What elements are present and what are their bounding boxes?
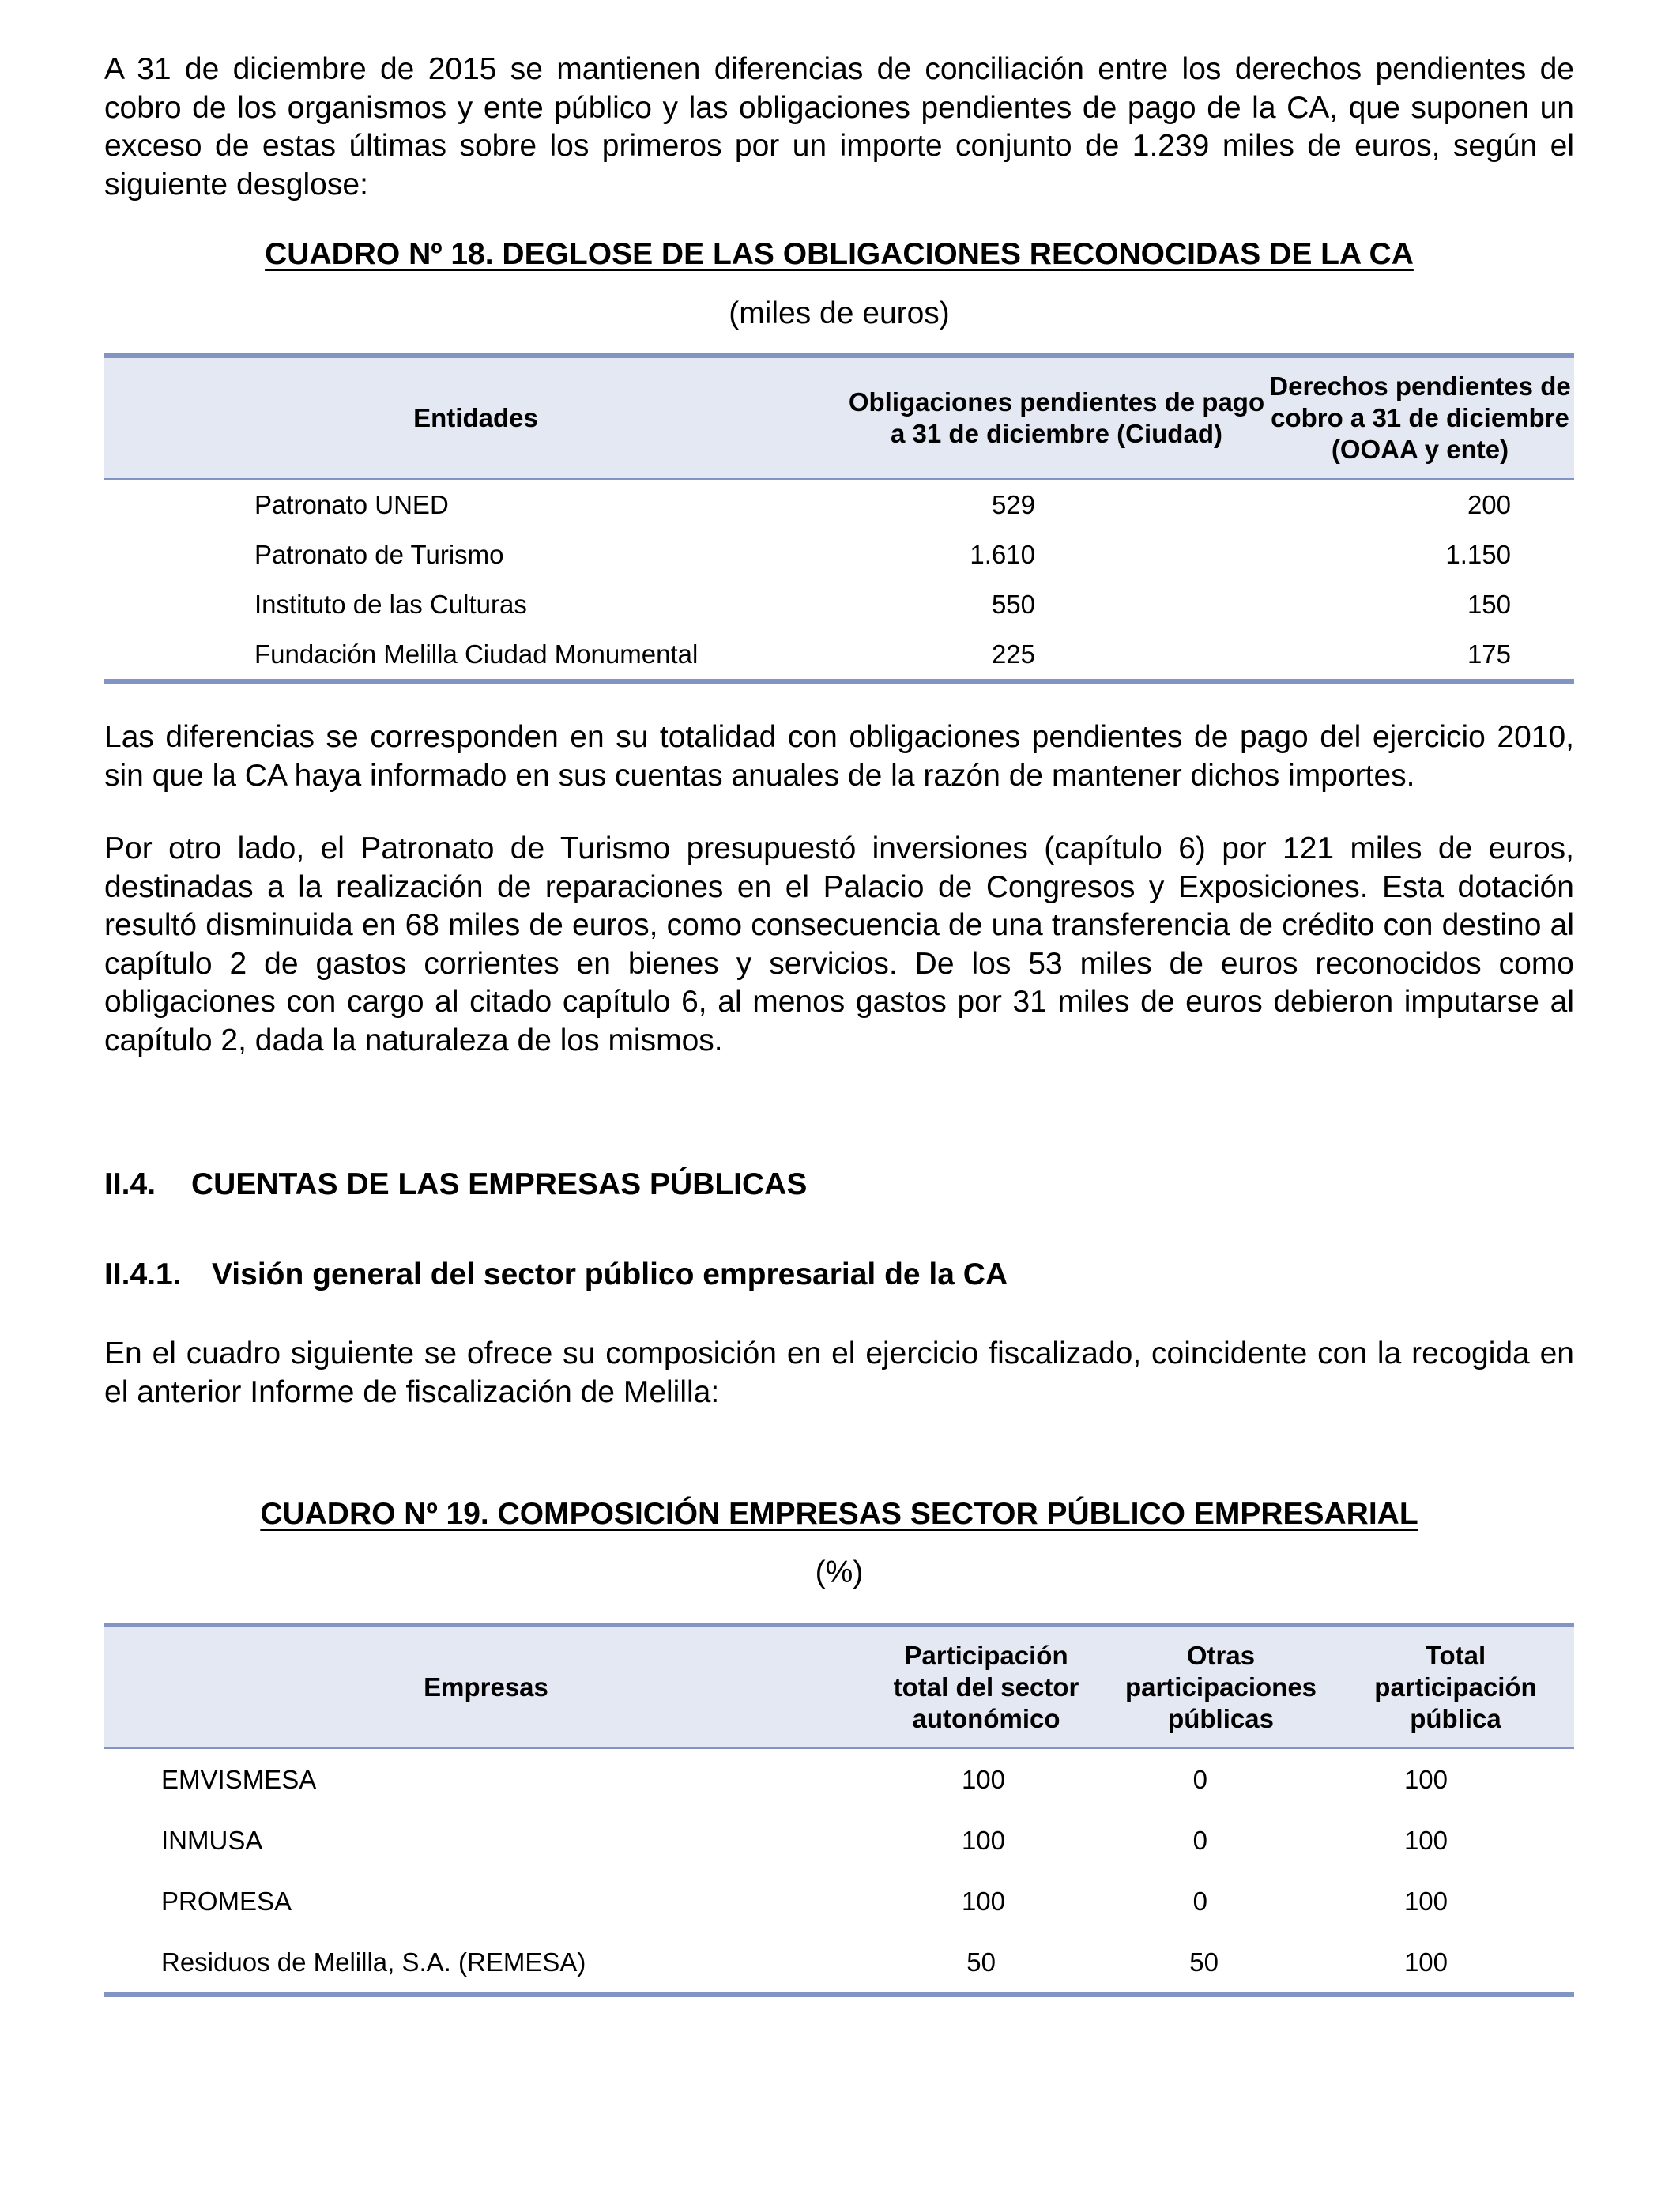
header-otras: Otras participaciones públicas xyxy=(1105,1625,1337,1748)
empresa-cell: PROMESA xyxy=(161,1886,292,1916)
total-cell: 100 xyxy=(1403,1825,1448,1855)
empresa-cell: Residuos de Melilla, S.A. (REMESA) xyxy=(104,1932,868,1995)
header-obligaciones: Obligaciones pendientes de pago a 31 de diciembre (Ciudad) xyxy=(847,356,1266,479)
header-total: Total participación pública xyxy=(1337,1625,1574,1748)
participacion-cell: 50 xyxy=(868,1932,1105,1995)
cuadro-19-table xyxy=(104,1623,1574,1997)
obligaciones-cell: 550 xyxy=(991,589,1035,619)
participacion-cell: 100 xyxy=(961,1886,1005,1916)
participacion-cell: 100 xyxy=(961,1825,1005,1855)
header-empresas: Empresas xyxy=(104,1625,868,1748)
cuadro-18-units: (miles de euros) xyxy=(729,296,950,330)
total-cell: 100 xyxy=(1337,1932,1574,1995)
empresa-cell: EMVISMESA xyxy=(161,1764,317,1794)
derechos-cell: 200 xyxy=(1467,489,1511,519)
otras-cell: 0 xyxy=(1192,1886,1207,1916)
otras-cell: 0 xyxy=(1192,1825,1207,1855)
table-row xyxy=(104,1932,1574,1995)
derechos-cell: 1.150 xyxy=(1445,539,1511,569)
diferencias-paragraph: Las diferencias se corresponden en su totalidad con obligaciones pendientes de pago del ejercicio 2010, sin que la CA haya informado en sus cuentas anuales de la razón de mantener dichos importes. xyxy=(104,720,1574,793)
obligaciones-cell: 225 xyxy=(847,629,1266,681)
total-cell: 100 xyxy=(1403,1764,1448,1794)
section-ii41-number: II.4.1. xyxy=(104,1257,182,1291)
composicion-paragraph: En el cuadro siguiente se ofrece su composición en el ejercicio fiscalizado, coincidente con la recogida en el anterior Informe de fiscalización de Melilla: xyxy=(104,1336,1574,1409)
table-row xyxy=(104,1748,1574,1810)
section-ii41-heading xyxy=(104,1256,1574,1294)
derechos-cell: 150 xyxy=(1467,589,1511,619)
table-row xyxy=(104,1871,1574,1932)
header-entidades: Entidades xyxy=(104,356,847,479)
cuadro-18-title: CUADRO Nº 18. DEGLOSE DE LAS OBLIGACIONES RECONOCIDAS DE LA CA xyxy=(265,237,1414,271)
section-ii41-title: Visión general del sector público empresarial de la CA xyxy=(212,1257,1008,1291)
cuadro-18-table xyxy=(104,353,1574,684)
cuadro-19-units: (%) xyxy=(815,1555,864,1589)
empresa-cell: INMUSA xyxy=(161,1825,263,1855)
total-cell: 100 xyxy=(1403,1886,1448,1916)
header-participacion: Participación total del sector autonómico xyxy=(868,1625,1105,1748)
table-row xyxy=(104,1810,1574,1871)
table-header-row xyxy=(104,356,1574,479)
table-row xyxy=(104,530,1574,579)
otras-cell: 50 xyxy=(1105,1932,1337,1995)
cuadro-19-title: CUADRO Nº 19. COMPOSICIÓN EMPRESAS SECTOR PÚBLICO EMPRESARIAL xyxy=(260,1497,1418,1531)
entidad-cell: Patronato de Turismo xyxy=(254,539,504,569)
section-ii4-number: II.4. xyxy=(104,1167,156,1201)
table-row xyxy=(104,479,1574,530)
obligaciones-cell: 1.610 xyxy=(970,539,1035,569)
turismo-paragraph: Por otro lado, el Patronato de Turismo presupuestó inversiones (capítulo 6) por 121 miles de euros, destinadas a la realización de reparaciones en el Palacio de Congresos y Exposiciones. Esta dotación resultó disminuida en 68 miles de euros, como consecuencia de una transferencia de crédito con destino al capítulo 2 de gastos corrientes en bienes y servicios. De los 53 miles de euros reconocidos como obligaciones con cargo al citado capítulo 6, al menos gastos por 31 miles de euros debieron imputarse al capítulo 2, dada la naturaleza de los mismos. xyxy=(104,831,1574,1057)
participacion-cell: 100 xyxy=(961,1764,1005,1794)
obligaciones-cell: 529 xyxy=(991,489,1035,519)
header-derechos: Derechos pendientes de cobro a 31 de diciembre (OOAA y ente) xyxy=(1266,356,1574,479)
entidad-cell: Patronato UNED xyxy=(254,489,449,519)
section-ii4-heading xyxy=(104,1166,1574,1204)
document-page xyxy=(104,46,1574,1997)
entidad-cell: Fundación Melilla Ciudad Monumental xyxy=(104,629,847,681)
otras-cell: 0 xyxy=(1192,1764,1207,1794)
table-row xyxy=(104,579,1574,629)
entidad-cell: Instituto de las Culturas xyxy=(254,589,527,619)
section-ii4-title: CUENTAS DE LAS EMPRESAS PÚBLICAS xyxy=(191,1167,808,1201)
derechos-cell: 175 xyxy=(1266,629,1574,681)
table-row xyxy=(104,629,1574,681)
table-header-row xyxy=(104,1625,1574,1748)
intro-paragraph: A 31 de diciembre de 2015 se mantienen diferencias de conciliación entre los derechos pendientes de cobro de los organismos y ente público y las obligaciones pendientes de pago de la CA, que suponen un exceso de estas últimas sobre los primeros por un importe conjunto de 1.239 miles de euros, según el siguiente desglose: xyxy=(104,52,1574,202)
